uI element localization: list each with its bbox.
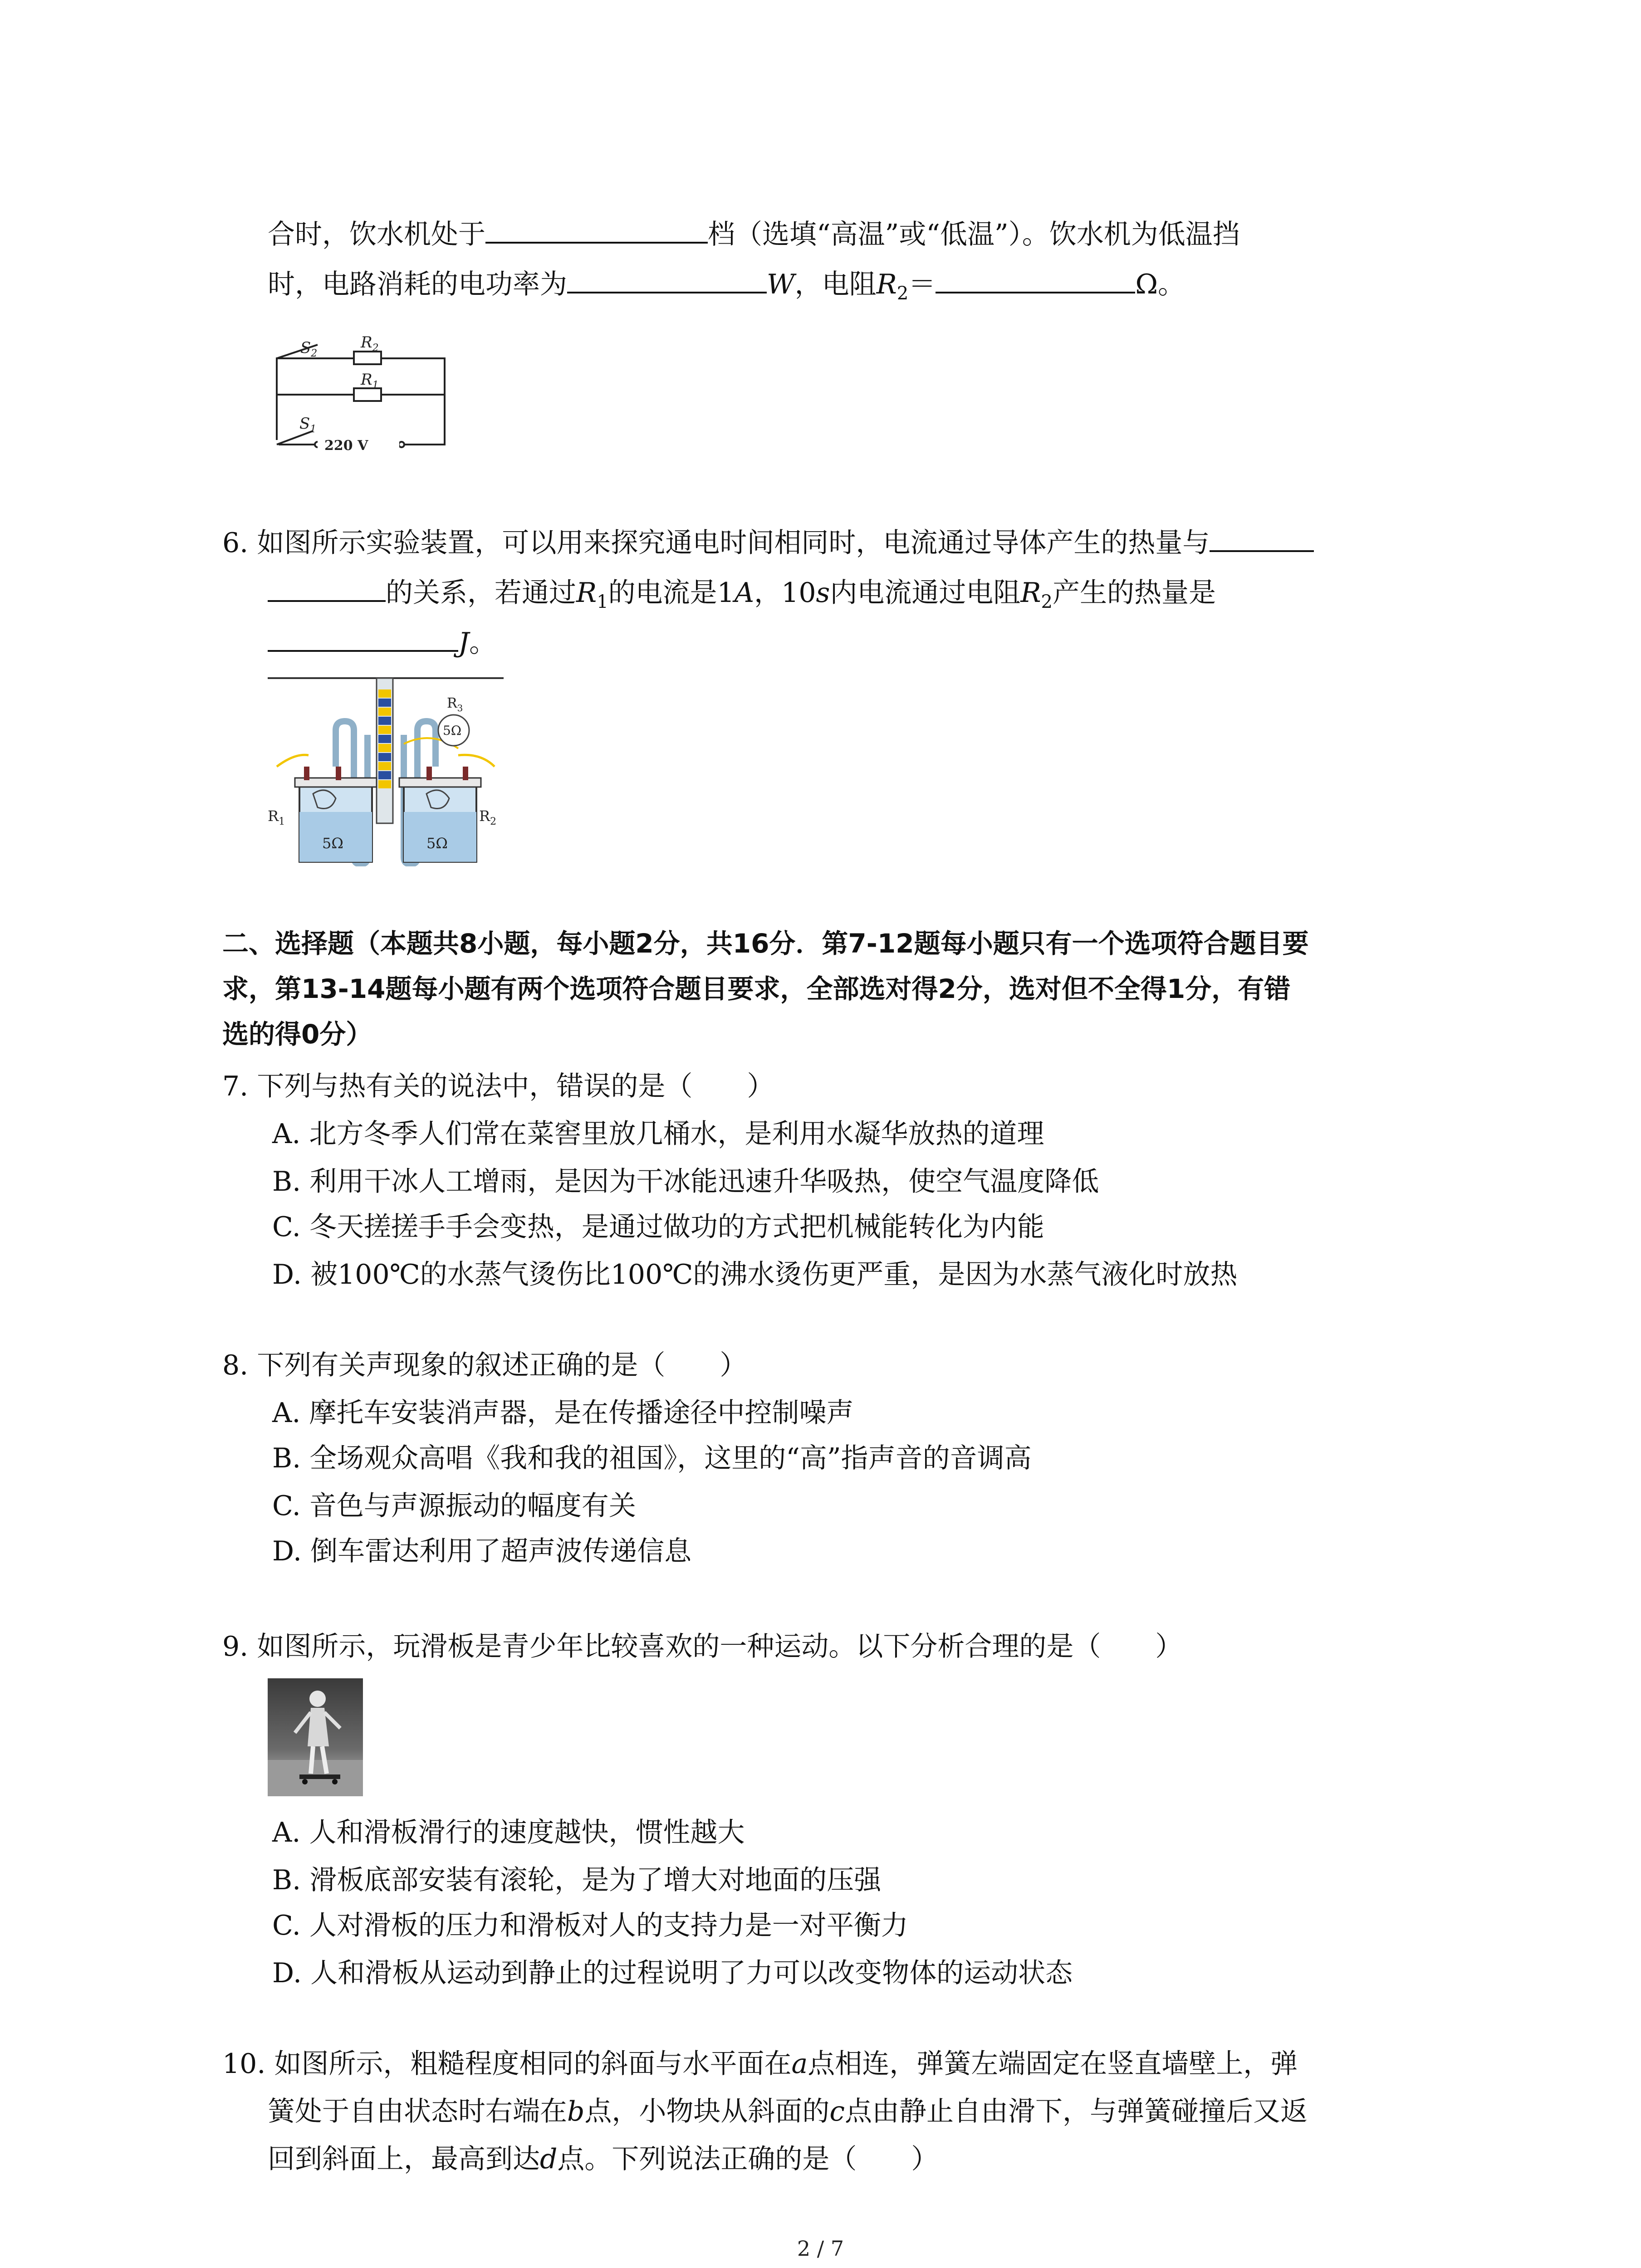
- q7-option-c: C. 冬天搓搓手手会变热，是通过做功的方式把机械能转化为内能: [272, 1211, 1044, 1243]
- q7-option-d: D. 被100℃的水蒸气烫伤比100℃的沸水烫伤更严重，是因为水蒸气液化时放热: [272, 1259, 1238, 1290]
- q5-eq: ＝: [908, 269, 936, 300]
- q9-option-d: D. 人和滑板从运动到静止的过程说明了力可以改变物体的运动状态: [272, 1957, 1073, 1989]
- q5-fig-r2: $R_2$: [361, 333, 379, 354]
- q5-text-a: 合时，饮水机处于: [268, 219, 485, 250]
- q5-blank-resistance: [936, 265, 1135, 293]
- q10-text-c: 簧处于自由状态时右端在: [268, 2096, 567, 2127]
- q10-text-e: 点由静止自由滑下，与弹簧碰撞后又返: [845, 2096, 1308, 2127]
- q10-point-d: d: [540, 2143, 558, 2175]
- q6-text-b: 的电流是1: [608, 577, 735, 609]
- q6-fig-r2: $R_2$: [479, 807, 497, 827]
- q5-unit-ohm: Ω。: [1135, 269, 1185, 300]
- q6-fig-right-value: 5Ω: [426, 835, 448, 852]
- q6-r2: R: [1020, 577, 1041, 609]
- q6-text-d: 内电流通过电阻: [830, 577, 1021, 609]
- q8-option-b: B. 全场观众高唱《我和我的祖国》，这里的“高”指声音的音调高: [272, 1442, 1032, 1474]
- q6-blank-heat: [268, 624, 458, 652]
- q6-line1: [222, 524, 1314, 561]
- q8-stem: 8. 下列有关声现象的叙述正确的是（ ）: [222, 1349, 747, 1381]
- q6-unit-a: A: [734, 577, 754, 609]
- q10-point-c: c: [829, 2096, 845, 2127]
- q6-r1-sub: 1: [597, 591, 608, 612]
- q5-r2-sub: 2: [896, 283, 909, 304]
- q5-text-c: 时，电路消耗的电功率为: [268, 269, 567, 300]
- q6-text-c: ，10: [754, 577, 816, 609]
- q5-line2: [268, 265, 1185, 312]
- q5-line1: [268, 215, 1240, 253]
- q7-option-a: A. 北方冬季人们常在菜窖里放几桶水，是利用水凝华放热的道理: [272, 1118, 1044, 1150]
- q5-blank-power: [567, 265, 767, 293]
- q7-stem: 7. 下列与热有关的说法中，错误的是（ ）: [222, 1070, 774, 1102]
- q7-option-b: B. 利用干冰人工增雨，是因为干冰能迅速升华吸热，使空气温度降低: [272, 1166, 1099, 1198]
- q5-fig-voltage: 220 V: [324, 438, 368, 454]
- q8-option-d: D. 倒车雷达利用了超声波传递信息: [272, 1535, 692, 1567]
- q10-line2: [268, 2093, 1308, 2130]
- q6-blank-1b: [268, 574, 386, 602]
- q6-text-a: 的关系，若通过: [386, 577, 576, 609]
- q5-unit-w: W: [767, 269, 795, 300]
- q6-apparatus-figure: [268, 676, 504, 866]
- q5-blank-gear: [485, 215, 708, 244]
- q5-fig-r1: $R_1$: [361, 371, 379, 391]
- q6-blank-1a: [1210, 524, 1314, 552]
- q9-option-c: C. 人对滑板的压力和滑板对人的支持力是一对平衡力: [272, 1910, 908, 1941]
- q6-fig-r3-value: 5Ω: [443, 723, 462, 738]
- q6-unit-s: s: [816, 577, 830, 609]
- q5-r2: R: [876, 269, 897, 300]
- q8-option-c: C. 音色与声源振动的幅度有关: [272, 1490, 636, 1522]
- q5-text-b: 档（选填“高温”或“低温”）。饮水机为低温挡: [708, 219, 1240, 250]
- q6-unit-j: J: [458, 627, 470, 659]
- q10-line3: [268, 2141, 938, 2177]
- q5-fig-s1: $S_1$: [299, 415, 317, 435]
- q10-text-b: 点相连，弹簧左端固定在竖直墙壁上，弹: [808, 2048, 1298, 2080]
- q9-skateboard-photo: [268, 1678, 363, 1796]
- q6-line3: [268, 624, 496, 661]
- q9-stem: 9. 如图所示，玩滑板是青少年比较喜欢的一种运动。以下分析合理的是（ ）: [222, 1631, 1183, 1662]
- q10-text-f: 回到斜面上，最高到达: [268, 2143, 540, 2175]
- q10-line1: [222, 2046, 1298, 2082]
- page-number: 2 / 7: [797, 2236, 844, 2261]
- q10-text-d: 点，小物块从斜面的: [584, 2096, 830, 2127]
- q10-point-b: b: [567, 2096, 585, 2127]
- section2-heading-line3: 选的得0分）: [222, 1019, 372, 1050]
- q6-r2-sub: 2: [1041, 591, 1053, 612]
- q9-option-b: B. 滑板底部安装有滚轮，是为了增大对地面的压强: [272, 1864, 882, 1896]
- q8-option-a: A. 摩托车安装消声器，是在传播途径中控制噪声: [272, 1397, 854, 1429]
- q6-fig-r1: $R_1$: [268, 807, 285, 827]
- q6-r1: R: [576, 577, 597, 609]
- q10-point-a: a: [791, 2048, 808, 2080]
- q6-fig-r3: $R_3$: [447, 695, 463, 714]
- q6-text-e: 产生的热量是: [1052, 577, 1216, 609]
- q6-fig-left-value: 5Ω: [322, 835, 343, 852]
- q5-text-d: ，电阻: [794, 269, 877, 300]
- q10-text-g: 点。下列说法正确的是（ ）: [557, 2143, 939, 2175]
- q5-circuit-diagram: [268, 331, 454, 458]
- q6-end: 。: [469, 627, 497, 659]
- section2-heading-line1: 二、选择题（本题共8小题，每小题2分，共16分．第7-12题每小题只有一个选项符合题目要: [222, 928, 1309, 959]
- q6-line2: [268, 574, 1216, 620]
- section2-heading-line2: 求，第13-14题每小题有两个选项符合题目要求，全部选对得2分，选对但不全得1分，有错: [222, 973, 1291, 1004]
- q9-option-a: A. 人和滑板滑行的速度越快，惯性越大: [272, 1817, 745, 1848]
- q10-text-a: 10. 如图所示，粗糙程度相同的斜面与水平面在: [222, 2048, 792, 2080]
- q6-stem: 6. 如图所示实验装置，可以用来探究通电时间相同时，电流通过导体产生的热量与: [222, 527, 1210, 559]
- q5-fig-s2: $S_2$: [300, 339, 318, 359]
